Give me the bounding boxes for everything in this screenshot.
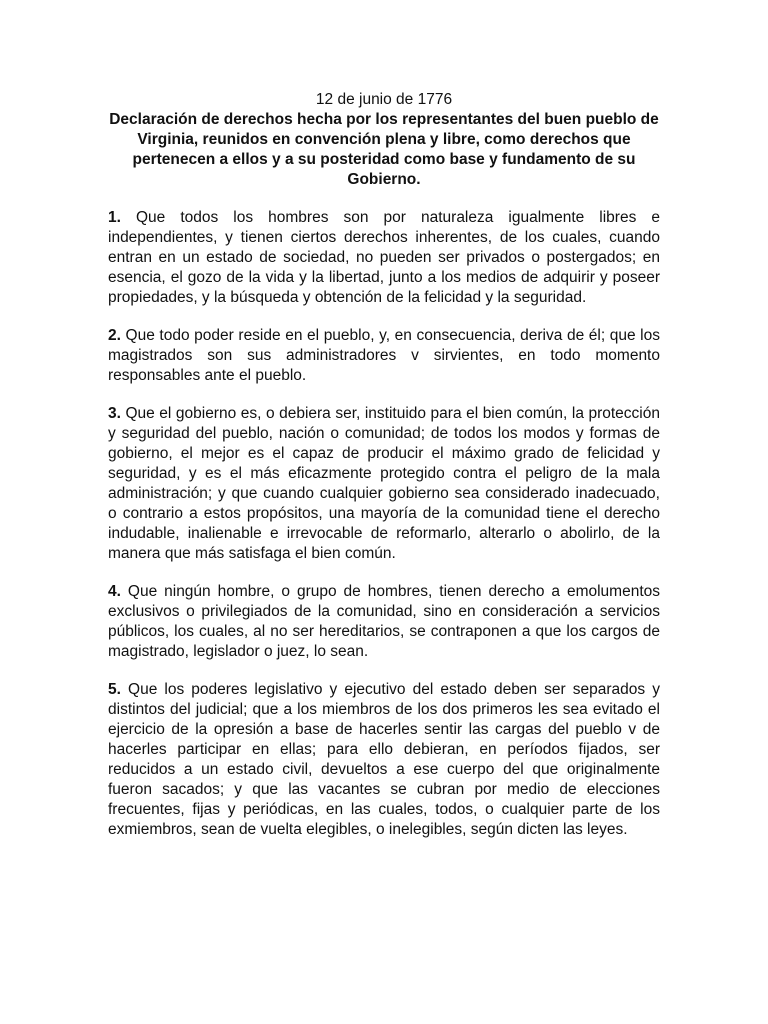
article-number: 3. — [108, 405, 121, 422]
article-text: Que todos los hombres son por naturaleza igualmente libres e independientes, y tienen ciertos derechos inherentes, de los cuales, cuando entran en un estado de sociedad, no pueden ser privados o postergados; en esencia, el gozo de la vida y la libertad, junto a los medios de adquirir y poseer propiedades, y la búsqueda y obtención de la felicidad y la seguridad. — [108, 209, 660, 306]
article-3 — [108, 404, 660, 564]
article-text: Que todo poder reside en el pueblo, y, en consecuencia, deriva de él; que los magistrados son sus administradores v sirvientes, en todo momento responsables ante el pueblo. — [108, 327, 660, 384]
article-number: 2. — [108, 327, 121, 344]
article-number: 1. — [108, 209, 121, 226]
article-number: 5. — [108, 681, 121, 698]
article-1 — [108, 208, 660, 308]
document-title: Declaración de derechos hecha por los representantes del buen pueblo de Virginia, reunidos en convención plena y libre, como derechos que pertenecen a ellos y a su posteridad como base y fundamento de su Gobierno. — [109, 111, 659, 188]
article-4 — [108, 582, 660, 662]
article-2 — [108, 326, 660, 386]
article-text: Que los poderes legislativo y ejecutivo del estado deben ser separados y distintos del judicial; que a los miembros de los dos primeros les sea evitado el ejercicio de la opresión a base de hacerles sentir las cargas del pueblo v de hacerles participar en ellas; para ello debieran, en períodos fijados, ser reducidos a un estado civil, devueltos a ese cuerpo del que originalmente fueron sacados; y que las vacantes se cubran por medio de elecciones frecuentes, fijas y periódicas, en las cuales, todos, o cualquier parte de los exmiembros, sean de vuelta elegibles, o inelegibles, según dicten las leyes. — [108, 681, 660, 838]
document-date: 12 de junio de 1776 — [315, 91, 453, 108]
document-page — [108, 90, 660, 858]
article-text: Que el gobierno es, o debiera ser, instituido para el bien común, la protección y seguridad del pueblo, nación o comunidad; de todos los modos y formas de gobierno, el mejor es el capaz de producir el máximo grado de felicidad y seguridad, y es el más eficazmente protegido contra el peligro de la mala administración; y que cuando cualquier gobierno sea considerado inadecuado, o contrario a estos propósitos, una mayoría de la comunidad tiene el derecho indudable, inalienable e irrevocable de reformarlo, alterarlo o abolirlo, de la manera que más satisfaga el bien común. — [108, 405, 660, 562]
article-text: Que ningún hombre, o grupo de hombres, tienen derecho a emolumentos exclusivos o privilegiados de la comunidad, sino en consideración a servicios públicos, los cuales, al no ser hereditarios, se contraponen a que los cargos de magistrado, legislador o juez, lo sean. — [108, 583, 661, 660]
article-5 — [108, 680, 660, 840]
article-number: 4. — [108, 583, 121, 600]
